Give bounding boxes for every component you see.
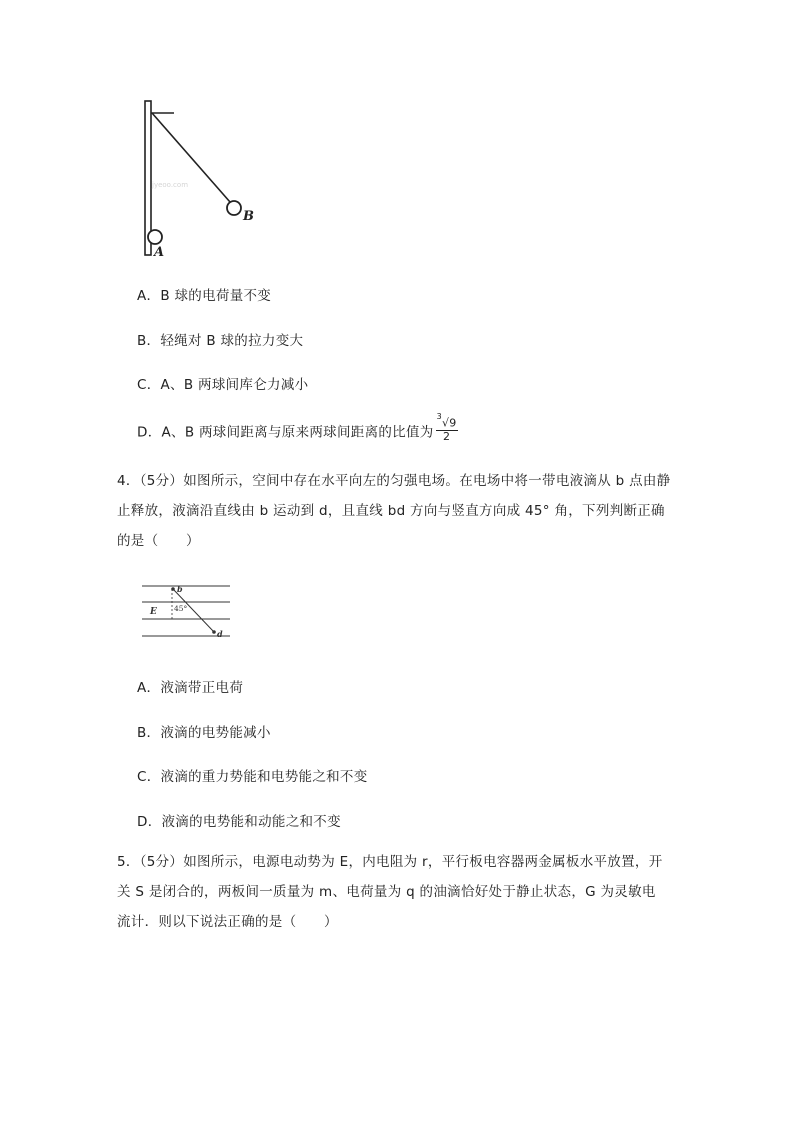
- label-field-e: E: [150, 607, 157, 617]
- q3-option-c: C．A、B 两球间库仑力减小: [137, 377, 309, 393]
- watermark: jyeoo.com: [152, 181, 189, 189]
- q5-line-2: 关 S 是闭合的，两板间一质量为 m、电荷量为 q 的油滴恰好处于静止状态，G 为灵敏电: [117, 884, 656, 900]
- q4-option-a: A．液滴带正电荷: [137, 680, 244, 696]
- q4-option-d: D．液滴的电势能和动能之和不变: [137, 814, 341, 830]
- label-b: B: [243, 209, 254, 224]
- ball-a: [148, 230, 162, 244]
- ball-b: [227, 201, 241, 215]
- q3-option-b: B．轻绳对 B 球的拉力变大: [137, 333, 304, 349]
- root-index: 3: [436, 412, 442, 421]
- q5-line-3: 流计．则以下说法正确的是（ ）: [117, 914, 338, 930]
- denominator: 2: [442, 429, 451, 443]
- q3-option-d: [137, 412, 458, 447]
- figure-electric-field: [138, 580, 238, 645]
- label-a: A: [154, 245, 165, 260]
- label-point-b: b: [177, 584, 183, 594]
- label-angle: 45°: [174, 604, 188, 613]
- q5-line-1: 5．（5分）如图所示，电源电动势为 E，内电阻为 r，平行板电容器两金属板水平放置，开: [117, 854, 663, 870]
- figure-pendulum: [130, 95, 280, 260]
- point-b: [171, 587, 175, 591]
- point-d: [212, 630, 216, 634]
- q5-stem: [117, 847, 663, 937]
- q4-option-c: C．液滴的重力势能和电势能之和不变: [137, 769, 368, 785]
- radicand: 9: [449, 416, 457, 430]
- q4-line-3: 的是（ ）: [117, 533, 200, 549]
- q4-option-b: B．液滴的电势能减小: [137, 725, 271, 741]
- q4-line-2: 止释放，液滴沿直线由 b 运动到 d，且直线 bd 方向与竖直方向成 45° 角，下列判断正确: [117, 503, 665, 519]
- q4-stem: [117, 466, 670, 556]
- q3-option-a: A．B 球的电荷量不变: [137, 288, 272, 304]
- q4-line-1: 4．（5分）如图所示，空间中存在水平向左的匀强电场。在电场中将一带电液滴从 b 点由静: [117, 473, 671, 489]
- label-point-d: d: [217, 629, 223, 639]
- q3-option-d-text: D．A、B 两球间距离与原来两球间距离的比值为: [137, 424, 434, 441]
- ratio-fraction: $\frac{^3√9}{2}$: [436, 412, 457, 443]
